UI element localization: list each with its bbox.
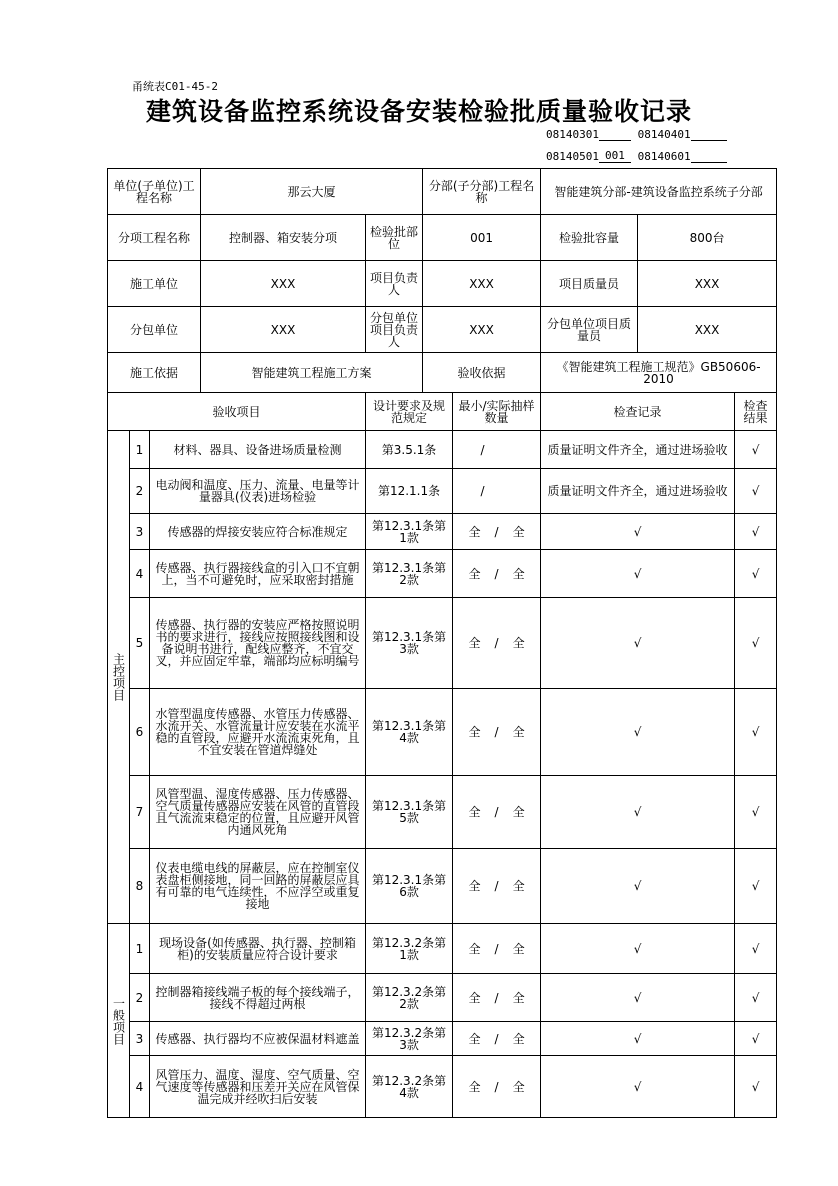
batch-capacity-value: 800台 [638, 215, 777, 261]
item-no: 2 [130, 974, 150, 1022]
item-no: 6 [130, 689, 150, 776]
col-item-header: 验收项目 [108, 393, 366, 431]
sampling-qty-a: 全 [468, 879, 481, 893]
item-result: √ [735, 849, 777, 924]
item-clause: 第12.3.2条第3款 [366, 1022, 453, 1056]
main-row [108, 776, 777, 849]
sampling-qty-c: 全 [512, 1031, 525, 1046]
item-result: √ [735, 924, 777, 974]
item-sampling [453, 924, 541, 974]
item-text: 传感器、执行器均不应被保温材料遮盖 [150, 1022, 366, 1056]
sampling-qty-c: 全 [512, 725, 525, 739]
item-no: 8 [130, 849, 150, 924]
general-row [108, 924, 777, 974]
contractor-label: 施工单位 [108, 261, 201, 307]
col-design-header: 设计要求及规范规定 [366, 393, 453, 431]
item-record: √ [541, 689, 735, 776]
item-sampling [453, 1056, 541, 1118]
sampling-qty-c: 全 [512, 636, 525, 650]
item-sampling [453, 849, 541, 924]
item-clause: 第12.3.2条第1款 [366, 924, 453, 974]
item-result: √ [735, 1056, 777, 1118]
item-sampling [453, 1022, 541, 1056]
item-sampling [453, 550, 541, 598]
item-result: √ [735, 974, 777, 1022]
item-clause: 第12.3.1条第4款 [366, 689, 453, 776]
sampling-qty-a: 全 [468, 725, 481, 739]
item-record: 质量证明文件齐全，通过进场验收 [541, 469, 735, 514]
sampling-qty-a: / [480, 442, 485, 457]
code-row-2 [546, 149, 727, 163]
sub-qm-value: XXX [638, 307, 777, 353]
qm-label: 项目质量员 [541, 261, 638, 307]
sampling-qty-b: / [494, 524, 499, 539]
page-title: 建筑设备监控系统设备安装检验批质量验收记录 [145, 97, 692, 126]
item-no: 1 [130, 924, 150, 974]
sampling-qty-a: 全 [468, 941, 481, 956]
sub-qm-label: 分包单位项目质量员 [541, 307, 638, 353]
item-clause: 第12.3.1条第2款 [366, 550, 453, 598]
code-1: 08140301 [546, 128, 599, 141]
sampling-qty-a: 全 [468, 1031, 481, 1046]
batch-part-value: 001 [423, 215, 541, 261]
general-items-category: 一般项目 [108, 924, 130, 1118]
sampling-qty-a: 全 [468, 805, 481, 819]
sub-pm-label: 分包单位项目负责人 [366, 307, 423, 353]
division-value: 智能建筑分部-建筑设备监控系统子分部 [541, 169, 777, 215]
sampling-qty-b: / [494, 879, 499, 893]
item-sampling [453, 514, 541, 550]
form-code: 甬统表C01-45-2 [132, 80, 218, 93]
code-blank-3[interactable]: 001 [599, 149, 631, 163]
item-clause: 第12.3.2条第2款 [366, 974, 453, 1022]
item-sampling [453, 469, 541, 514]
main-row [108, 550, 777, 598]
general-row [108, 974, 777, 1022]
item-sampling [453, 776, 541, 849]
sampling-qty-b: / [494, 725, 499, 739]
batch-capacity-label: 检验批容量 [541, 215, 638, 261]
item-record: √ [541, 776, 735, 849]
code-blank-2[interactable] [691, 127, 727, 141]
item-record: √ [541, 550, 735, 598]
main-row [108, 849, 777, 924]
item-clause: 第3.5.1条 [366, 431, 453, 469]
main-row [108, 431, 777, 469]
item-text: 材料、器具、设备进场质量检测 [150, 431, 366, 469]
item-text: 传感器、执行器的安装应严格按照说明书的要求进行，接线应按照接线图和设备说明书进行，配线应整齐，不宜交叉，并应固定牢靠，端部均应标明编号 [150, 598, 366, 689]
item-sampling [453, 431, 541, 469]
main-row [108, 689, 777, 776]
item-no: 1 [130, 431, 150, 469]
item-record: √ [541, 1056, 735, 1118]
sub-value: XXX [201, 307, 366, 353]
item-record: 质量证明文件齐全，通过进场验收 [541, 431, 735, 469]
accept-basis-label: 验收依据 [423, 353, 541, 393]
main-row [108, 598, 777, 689]
sampling-qty-c: 全 [512, 990, 525, 1005]
item-text: 现场设备(如传感器、执行器、控制箱柜)的安装质量应符合设计要求 [150, 924, 366, 974]
item-sampling [453, 689, 541, 776]
item-clause: 第12.1.1条 [366, 469, 453, 514]
basis-value: 智能建筑工程施工方案 [201, 353, 423, 393]
sampling-qty-c: 全 [512, 566, 525, 581]
sampling-qty-b: / [494, 636, 499, 650]
item-result: √ [735, 469, 777, 514]
item-result: √ [735, 598, 777, 689]
col-sampling-header: 最小/实际抽样数量 [453, 393, 541, 431]
col-record-header: 检查记录 [541, 393, 735, 431]
code-blank-4[interactable] [691, 149, 727, 163]
item-record: √ [541, 974, 735, 1022]
item-clause: 第12.3.2条第4款 [366, 1056, 453, 1118]
item-clause: 第12.3.1条第1款 [366, 514, 453, 550]
sampling-qty-c: 全 [512, 1079, 525, 1094]
item-no: 4 [130, 1056, 150, 1118]
sampling-qty-b: / [494, 805, 499, 819]
item-clause: 第12.3.1条第3款 [366, 598, 453, 689]
sampling-qty-c: 全 [512, 524, 525, 539]
item-result: √ [735, 1022, 777, 1056]
sampling-qty-a: 全 [468, 990, 481, 1005]
item-no: 2 [130, 469, 150, 514]
pm-label: 项目负责人 [366, 261, 423, 307]
accept-basis-value: 《智能建筑工程施工规范》GB50606-2010 [541, 353, 777, 393]
sampling-qty-b: / [494, 1031, 499, 1046]
item-record: √ [541, 514, 735, 550]
item-record: √ [541, 924, 735, 974]
item-text: 水管型温度传感器、水管压力传感器、水流开关、水管流量计应安装在水流平稳的直管段，应避开水流流束死角，且不宜安装在管道焊缝处 [150, 689, 366, 776]
general-row [108, 1022, 777, 1056]
unit-label: 单位(子单位)工程名称 [108, 169, 201, 215]
item-no: 3 [130, 1022, 150, 1056]
item-text: 仪表电缆电线的屏蔽层，应在控制室仪表盘柜侧接地，同一回路的屏蔽层应具有可靠的电气连续性，不应浮空或重复接地 [150, 849, 366, 924]
item-result: √ [735, 550, 777, 598]
sub-label: 分包单位 [108, 307, 201, 353]
sub-pm-value: XXX [423, 307, 541, 353]
item-sampling [453, 598, 541, 689]
pm-value: XXX [423, 261, 541, 307]
main-row [108, 469, 777, 514]
sampling-qty-a: / [480, 484, 485, 498]
batch-part-label: 检验批部位 [366, 215, 423, 261]
item-result: √ [735, 431, 777, 469]
item-result: √ [735, 776, 777, 849]
sampling-qty-a: 全 [468, 1079, 481, 1094]
inspection-table [107, 168, 777, 1118]
qm-value: XXX [638, 261, 777, 307]
item-no: 4 [130, 550, 150, 598]
item-record: √ [541, 849, 735, 924]
sampling-qty-b: / [494, 990, 499, 1005]
item-text: 电动阀和温度、压力、流量、电量等计量器具(仪表)进场检验 [150, 469, 366, 514]
unit-value: 那云大厦 [201, 169, 423, 215]
item-text: 风管压力、温度、湿度、空气质量、空气速度等传感器和压差开关应在风管保温完成并经吹扫后安装 [150, 1056, 366, 1118]
item-no: 5 [130, 598, 150, 689]
item-text: 传感器的焊接安装应符合标准规定 [150, 514, 366, 550]
item-no: 7 [130, 776, 150, 849]
code-blank-1[interactable] [599, 127, 631, 141]
item-clause: 第12.3.1条第5款 [366, 776, 453, 849]
item-text: 风管型温、湿度传感器、压力传感器、空气质量传感器应安装在风管的直管段且气流流束稳定的位置，且应避开风管内通风死角 [150, 776, 366, 849]
item-result: √ [735, 514, 777, 550]
item-sampling [453, 974, 541, 1022]
col-result-header: 检查结果 [735, 393, 777, 431]
item-text: 控制器箱接线端子板的每个接线端子，接线不得超过两根 [150, 974, 366, 1022]
subitem-label: 分项工程名称 [108, 215, 201, 261]
contractor-value: XXX [201, 261, 366, 307]
item-clause: 第12.3.1条第6款 [366, 849, 453, 924]
sampling-qty-c: 全 [512, 941, 525, 956]
code-row-1 [546, 127, 727, 141]
main-items-category: 主控项目 [108, 431, 130, 924]
sampling-qty-b: / [494, 941, 499, 956]
sampling-qty-b: / [494, 1079, 499, 1094]
sampling-qty-c: 全 [512, 879, 525, 893]
sampling-qty-a: 全 [468, 566, 481, 581]
code-3: 08140501 [546, 150, 599, 163]
division-label: 分部(子分部)工程名称 [423, 169, 541, 215]
sampling-qty-a: 全 [468, 636, 481, 650]
item-no: 3 [130, 514, 150, 550]
item-result: √ [735, 689, 777, 776]
general-row [108, 1056, 777, 1118]
basis-label: 施工依据 [108, 353, 201, 393]
sampling-qty-c: 全 [512, 805, 525, 819]
item-record: √ [541, 1022, 735, 1056]
item-record: √ [541, 598, 735, 689]
code-4: 08140601 [637, 150, 691, 163]
main-row [108, 514, 777, 550]
item-text: 传感器、执行器接线盒的引入口不宜朝上，当不可避免时，应采取密封措施 [150, 550, 366, 598]
subitem-value: 控制器、箱安装分项 [201, 215, 366, 261]
sampling-qty-b: / [494, 566, 499, 581]
code-2: 08140401 [637, 128, 691, 141]
sampling-qty-a: 全 [468, 524, 481, 539]
